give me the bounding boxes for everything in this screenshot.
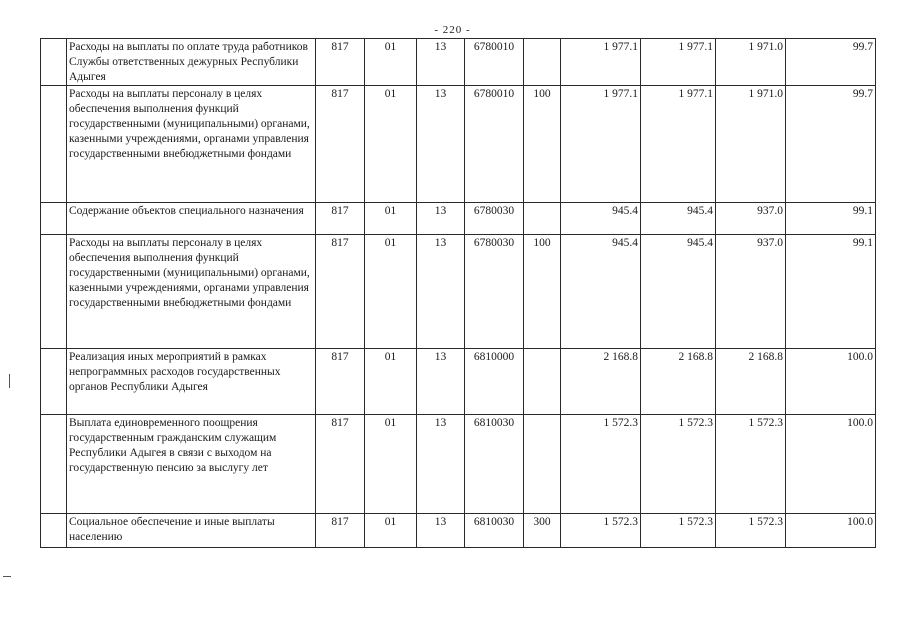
subsection-code: 13 [417, 203, 465, 235]
refined-value: 1 977.1 [641, 39, 716, 86]
type-code [524, 415, 561, 514]
target-code: 6780030 [465, 235, 524, 349]
blank-cell [41, 86, 67, 203]
target-code: 6780030 [465, 203, 524, 235]
type-code [524, 349, 561, 415]
section-code: 01 [365, 39, 417, 86]
actual-value: 937.0 [716, 203, 786, 235]
target-code: 6810030 [465, 415, 524, 514]
ministry-code: 817 [316, 203, 365, 235]
plan-value: 945.4 [561, 203, 641, 235]
scan-mark [3, 576, 11, 577]
plan-value: 1 572.3 [561, 415, 641, 514]
subsection-code: 13 [417, 415, 465, 514]
blank-cell [41, 203, 67, 235]
type-code: 100 [524, 86, 561, 203]
row-name: Выплата единовременного поощрения государственным гражданским служащим Республики Адыгея в связи с выходом на государственную пенсию за выслугу лет [67, 415, 316, 514]
target-code: 6810000 [465, 349, 524, 415]
plan-value: 1 572.3 [561, 514, 641, 548]
refined-value: 2 168.8 [641, 349, 716, 415]
section-code: 01 [365, 86, 417, 203]
subsection-code: 13 [417, 86, 465, 203]
blank-cell [41, 415, 67, 514]
target-code: 6780010 [465, 39, 524, 86]
percent-value: 99.1 [786, 235, 876, 349]
ministry-code: 817 [316, 86, 365, 203]
type-code [524, 39, 561, 86]
row-name: Расходы на выплаты по оплате труда работников Службы ответственных дежурных Республики Адыгея [67, 39, 316, 86]
plan-value: 1 977.1 [561, 86, 641, 203]
ministry-code: 817 [316, 415, 365, 514]
table-row [41, 235, 876, 349]
percent-value: 99.7 [786, 39, 876, 86]
table-row [41, 514, 876, 548]
actual-value: 1 572.3 [716, 415, 786, 514]
section-code: 01 [365, 235, 417, 349]
plan-value: 1 977.1 [561, 39, 641, 86]
type-code: 300 [524, 514, 561, 548]
table-row [41, 415, 876, 514]
percent-value: 100.0 [786, 514, 876, 548]
row-name: Реализация иных мероприятий в рамках непрограммных расходов государственных органов Республики Адыгея [67, 349, 316, 415]
percent-value: 100.0 [786, 349, 876, 415]
refined-value: 945.4 [641, 235, 716, 349]
blank-cell [41, 235, 67, 349]
refined-value: 1 977.1 [641, 86, 716, 203]
subsection-code: 13 [417, 235, 465, 349]
actual-value: 1 971.0 [716, 86, 786, 203]
section-code: 01 [365, 349, 417, 415]
refined-value: 945.4 [641, 203, 716, 235]
actual-value: 1 971.0 [716, 39, 786, 86]
table-row [41, 349, 876, 415]
refined-value: 1 572.3 [641, 415, 716, 514]
subsection-code: 13 [417, 39, 465, 86]
ministry-code: 817 [316, 349, 365, 415]
ministry-code: 817 [316, 514, 365, 548]
budget-table [40, 38, 876, 548]
target-code: 6810030 [465, 514, 524, 548]
row-name: Социальное обеспечение и иные выплаты населению [67, 514, 316, 548]
scan-mark [9, 374, 10, 388]
subsection-code: 13 [417, 514, 465, 548]
table-body [41, 39, 876, 548]
row-name: Расходы на выплаты персоналу в целях обеспечения выполнения функций государственными (муниципальными) органами, казенными учреждениями, органами управления государственными внебюджетными фондами [67, 235, 316, 349]
percent-value: 99.1 [786, 203, 876, 235]
table-row [41, 86, 876, 203]
blank-cell [41, 39, 67, 86]
plan-value: 945.4 [561, 235, 641, 349]
subsection-code: 13 [417, 349, 465, 415]
type-code: 100 [524, 235, 561, 349]
actual-value: 937.0 [716, 235, 786, 349]
percent-value: 99.7 [786, 86, 876, 203]
row-name: Содержание объектов специального назначения [67, 203, 316, 235]
section-code: 01 [365, 415, 417, 514]
ministry-code: 817 [316, 235, 365, 349]
actual-value: 1 572.3 [716, 514, 786, 548]
plan-value: 2 168.8 [561, 349, 641, 415]
section-code: 01 [365, 203, 417, 235]
ministry-code: 817 [316, 39, 365, 86]
section-code: 01 [365, 514, 417, 548]
blank-cell [41, 349, 67, 415]
actual-value: 2 168.8 [716, 349, 786, 415]
page-number: - 220 - [434, 24, 471, 36]
percent-value: 100.0 [786, 415, 876, 514]
target-code: 6780010 [465, 86, 524, 203]
refined-value: 1 572.3 [641, 514, 716, 548]
table-row [41, 39, 876, 86]
type-code [524, 203, 561, 235]
row-name: Расходы на выплаты персоналу в целях обеспечения выполнения функций государственными (муниципальными) органами, казенными учреждениями, органами управления государственными внебюджетными фондами [67, 86, 316, 203]
table-row [41, 203, 876, 235]
blank-cell [41, 514, 67, 548]
